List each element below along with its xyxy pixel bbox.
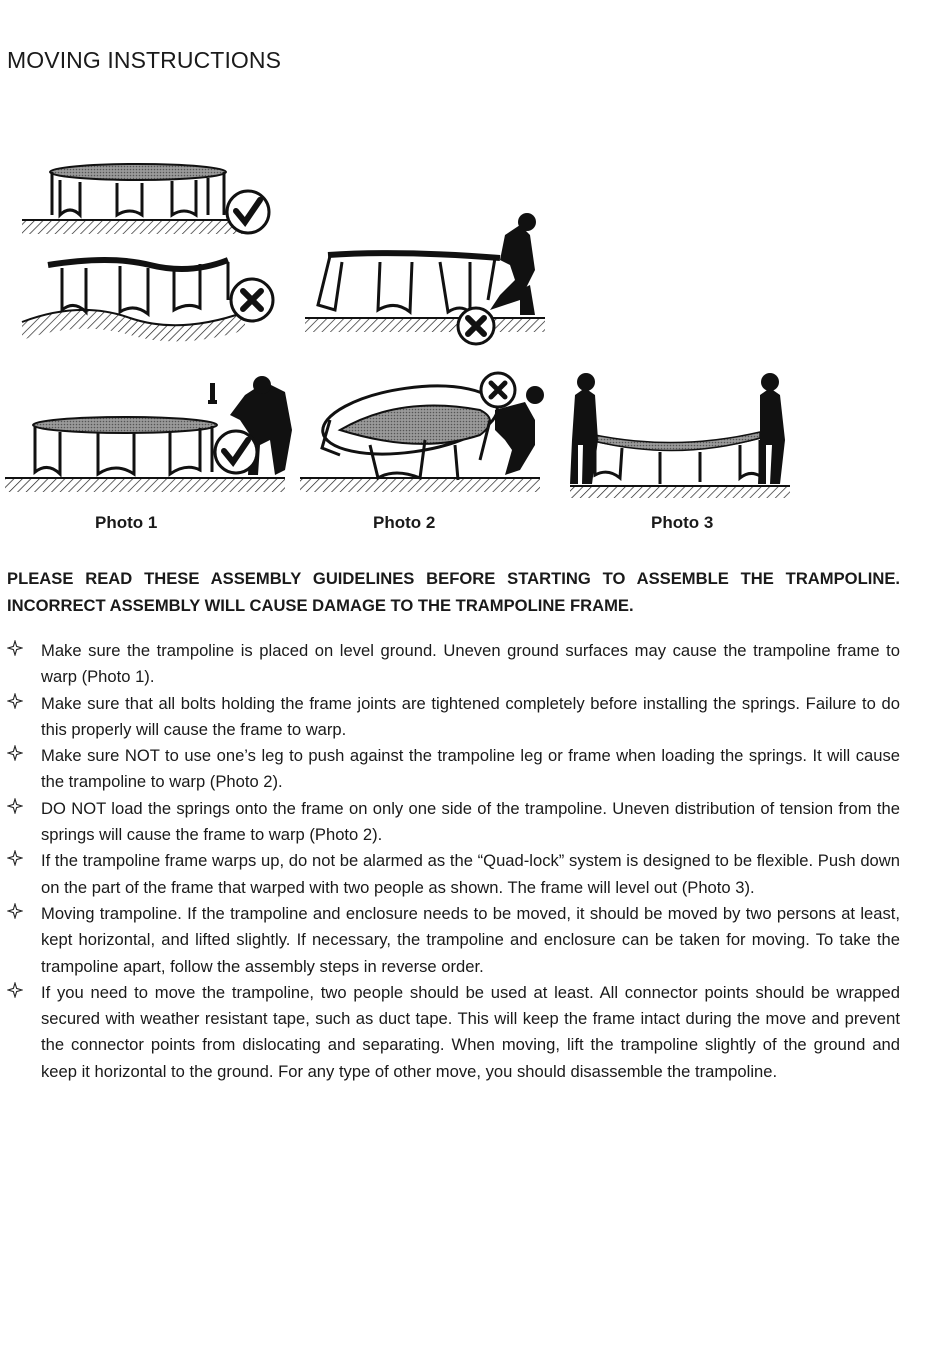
list-item: [7, 848, 900, 901]
instruction-text: Make sure NOT to use one’s leg to push against the trampoline leg or frame when loading the springs. It will cause the trampoline to warp (Photo 2).: [41, 746, 900, 792]
instruction-text: Moving trampoline. If the trampoline and enclosure needs to be moved, it should be moved by two persons at least, kept horizontal, and lifted slightly. If necessary, the trampoline and enclosure can be taken for moving. To take the trampoline apart, follow the assembly steps in reverse order.: [41, 903, 900, 976]
uneven-ground-trampoline-illustration: [22, 260, 245, 341]
list-item: [7, 743, 900, 796]
page-title: MOVING INSTRUCTIONS: [7, 47, 282, 73]
four-point-star-outline-icon: [7, 640, 23, 656]
list-item: [7, 638, 900, 691]
cross-mark-icon: [231, 279, 273, 321]
cross-mark-icon: [481, 373, 515, 407]
level-ground-trampoline-illustration: [22, 164, 247, 234]
photo-1-label: Photo 1: [95, 513, 158, 532]
list-item: [7, 980, 900, 1085]
list-item: [7, 796, 900, 849]
leg-push-trampoline-illustration: [305, 213, 545, 332]
instruction-text: DO NOT load the springs onto the frame on only one side of the trampoline. Uneven distribution of tension from the springs will cause the frame to warp (Photo 2).: [41, 798, 900, 845]
instruction-text: Make sure the trampoline is placed on level ground. Uneven ground surfaces may cause the trampoline frame to warp (Photo 1).: [41, 641, 900, 687]
instruction-list: [7, 638, 900, 1085]
cross-mark-icon: [458, 308, 494, 344]
assembly-warning: [7, 565, 900, 619]
photo-2-label: Photo 2: [373, 513, 436, 532]
four-point-star-outline-icon: [7, 798, 23, 814]
instruction-text: If the trampoline frame warps up, do not be alarmed as the “Quad-lock” system is designed to be flexible. Push down on the part of the frame that warped with two people as shown. The frame will level out (Photo 3).: [41, 851, 900, 897]
photo-3-label: Photo 3: [651, 513, 714, 532]
check-mark-icon: [227, 191, 269, 233]
four-point-star-outline-icon: [7, 903, 23, 919]
four-point-star-outline-icon: [7, 745, 23, 761]
list-item: [7, 901, 900, 980]
instruction-text: If you need to move the trampoline, two people should be used at least. All connector points should be wrapped secured with weather resistant tape, such as duct tape. This will keep the frame intact during the move and prevent the connector points from dislocating and separating. When moving, lift the trampoline slightly of the ground and keep it horizontal to the ground. For any type of other move, you should disassemble the trampoline.: [41, 982, 900, 1081]
list-item: [7, 691, 900, 744]
warning-line-2: INCORRECT ASSEMBLY WILL CAUSE DAMAGE TO THE TRAMPOLINE FRAME.: [7, 596, 634, 615]
warning-line-1: PLEASE READ THESE ASSEMBLY GUIDELINES BEFORE STARTING TO ASSEMBLE THE TRAMPOLINE.: [7, 569, 900, 588]
check-mark-icon: [215, 431, 257, 473]
illustrations: [0, 150, 950, 510]
four-point-star-outline-icon: [7, 982, 23, 998]
two-people-leveling-frame-illustration: [570, 373, 790, 498]
four-point-star-outline-icon: [7, 693, 23, 709]
instruction-text: Make sure that all bolts holding the frame joints are tightened completely before installing the springs. Failure to do this properly will cause the frame to warp.: [41, 693, 900, 739]
four-point-star-outline-icon: [7, 850, 23, 866]
